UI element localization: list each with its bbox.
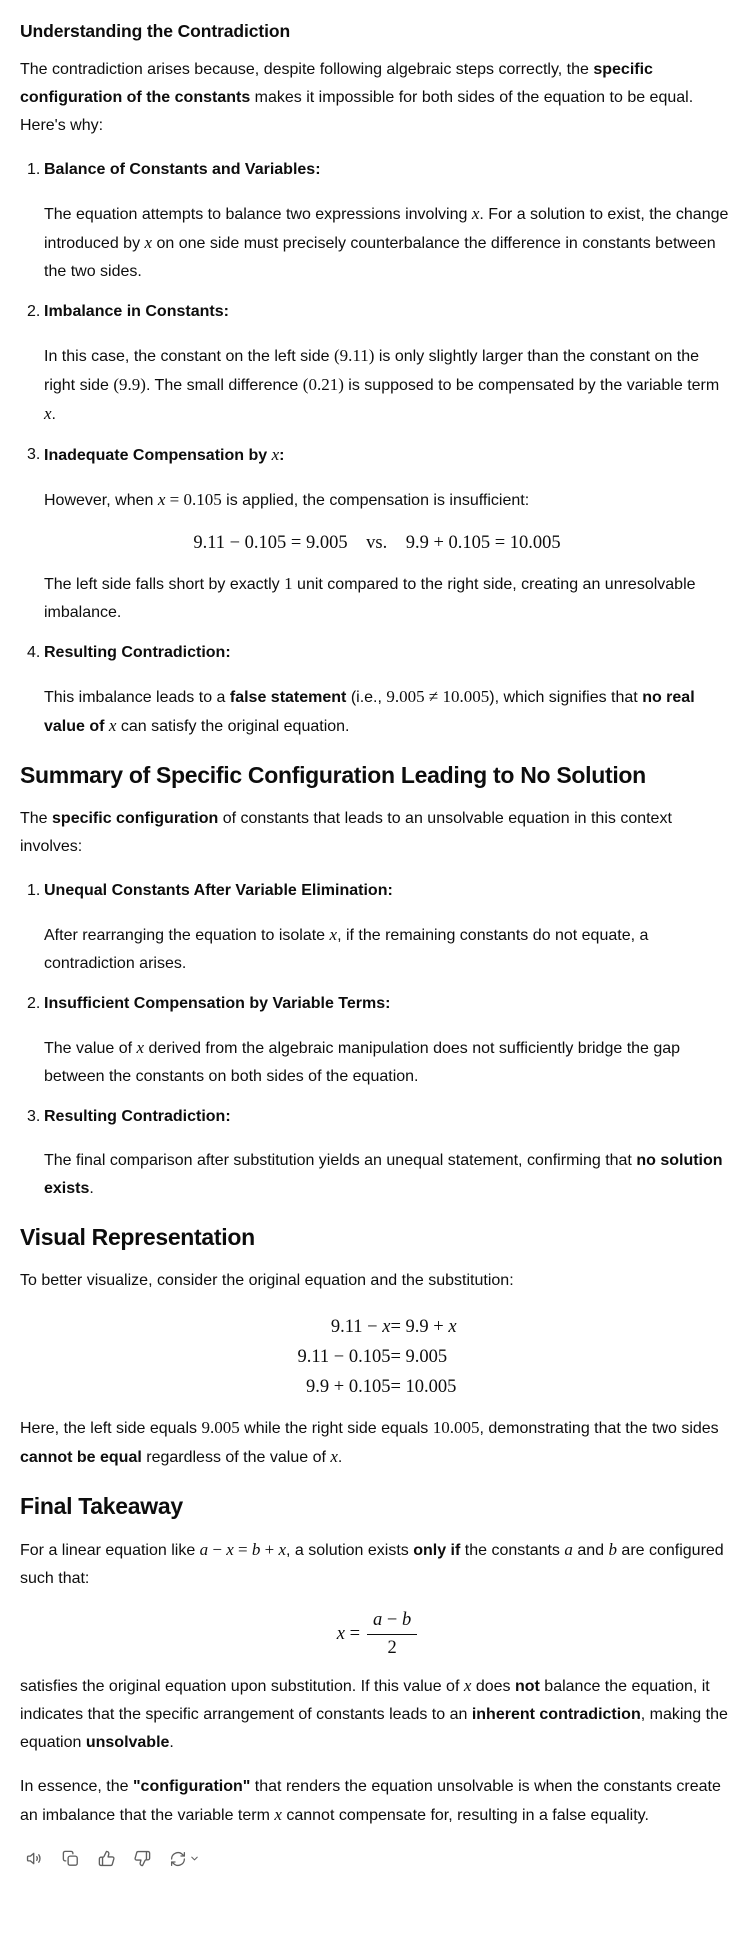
text: is only slightly larger than the constant on the right side bbox=[44, 348, 700, 394]
list-item bbox=[20, 1103, 734, 1203]
text: For a linear equation like bbox=[20, 1542, 200, 1559]
math-inline: 9.9 + 0.105 bbox=[306, 1377, 391, 1397]
read-aloud-button[interactable] bbox=[22, 1846, 47, 1871]
copy-icon bbox=[61, 1849, 80, 1868]
text: The left side falls short by exactly bbox=[44, 576, 285, 593]
aligned-equations bbox=[297, 1312, 456, 1402]
list-number: 2. bbox=[27, 303, 41, 320]
math-inline: = 9.005 bbox=[390, 1347, 448, 1367]
equation-fraction bbox=[20, 1609, 734, 1660]
text: regardless of the value of bbox=[141, 1449, 331, 1466]
text: cannot compensate for, resulting in a false equality. bbox=[281, 1806, 649, 1824]
math-inline: − bbox=[382, 1610, 402, 1630]
section-heading: Understanding the Contradiction bbox=[20, 21, 291, 41]
regenerate-icon bbox=[169, 1850, 187, 1868]
list-number: 4. bbox=[27, 644, 41, 661]
fraction-denominator bbox=[367, 1635, 417, 1659]
list-number: 3. bbox=[27, 446, 41, 463]
math-variable: x bbox=[448, 1317, 457, 1337]
list-item-title bbox=[44, 156, 734, 184]
thumbs-down-icon bbox=[133, 1849, 152, 1868]
math-variable: x bbox=[226, 1540, 234, 1559]
list-item-title bbox=[44, 877, 734, 905]
bold-text: only if bbox=[413, 1542, 461, 1559]
text: This imbalance leads to a bbox=[44, 689, 230, 706]
math-variable: x bbox=[157, 490, 166, 509]
paragraph bbox=[20, 1267, 734, 1295]
bold-text: false statement bbox=[229, 689, 347, 706]
ordered-list bbox=[20, 877, 734, 1203]
ordered-list bbox=[20, 156, 734, 741]
equation-display bbox=[20, 527, 734, 558]
bold-text: : bbox=[279, 447, 285, 464]
section-heading: Summary of Specific Configuration Leading to No Solution bbox=[20, 762, 646, 788]
text: , if the remaining constants do not equate, a contradiction arises. bbox=[44, 927, 649, 972]
list-item bbox=[20, 298, 734, 429]
math-variable: x bbox=[136, 1038, 145, 1057]
bold-text: inherent contradiction bbox=[471, 1705, 641, 1723]
bold-text: specific configuration of the constants bbox=[20, 61, 653, 106]
list-item bbox=[20, 990, 734, 1091]
text: . bbox=[169, 1733, 174, 1751]
section-heading: Visual Representation bbox=[20, 1224, 255, 1250]
list-item-paragraph bbox=[44, 486, 734, 515]
math-inline: 2 bbox=[387, 1638, 397, 1659]
text: can satisfy the original equation. bbox=[116, 718, 350, 735]
math-inline: = 9.9 + bbox=[390, 1317, 449, 1337]
text: . For a solution to exist, the change introduced by bbox=[44, 206, 729, 252]
bold-text: Imbalance in Constants: bbox=[44, 303, 229, 320]
math-variable: x bbox=[382, 1317, 391, 1337]
text: ), which signifies that bbox=[489, 689, 643, 706]
math-variable: x bbox=[274, 1804, 282, 1824]
text: . The small difference bbox=[145, 377, 303, 394]
text: satisfies the original equation upon substitution. If this value of bbox=[20, 1677, 464, 1695]
list-number: 3. bbox=[27, 1108, 41, 1125]
text: unit compared to the right side, creating an unresolvable imbalance. bbox=[44, 576, 696, 621]
math-variable: b bbox=[608, 1540, 617, 1559]
math-variable: x bbox=[330, 1447, 338, 1466]
list-item-paragraph bbox=[44, 1147, 734, 1203]
text: After rearranging the equation to isolate bbox=[44, 927, 330, 944]
text: In essence, the bbox=[20, 1777, 133, 1795]
text: does bbox=[471, 1677, 515, 1695]
text: while the right side equals bbox=[239, 1420, 433, 1437]
math-variable: x bbox=[463, 1675, 472, 1695]
bold-text: Unequal Constants After Variable Elimination: bbox=[44, 882, 393, 899]
math-inline: − bbox=[208, 1540, 227, 1559]
text: The final comparison after substitution yields an unequal statement, confirming that bbox=[44, 1152, 637, 1169]
bad-response-button[interactable] bbox=[130, 1846, 155, 1871]
text: , demonstrating that the two sides bbox=[479, 1420, 719, 1437]
section-heading: Final Takeaway bbox=[20, 1493, 183, 1519]
text: The equation attempts to balance two expressions involving bbox=[44, 206, 472, 223]
math-inline: 9.005 ≠ 10.005 bbox=[386, 687, 490, 706]
text: , a solution exists bbox=[286, 1542, 414, 1559]
bold-text: no real value of bbox=[44, 689, 695, 735]
math-variable: x bbox=[278, 1540, 287, 1559]
math-variable: x bbox=[329, 925, 338, 944]
math-variable: x bbox=[108, 716, 117, 735]
paragraph bbox=[20, 1536, 734, 1593]
math-inline: = 0.105 bbox=[165, 490, 222, 509]
good-response-button[interactable] bbox=[94, 1846, 119, 1871]
math-inline: = 10.005 bbox=[390, 1377, 457, 1397]
math-variable: a bbox=[564, 1540, 573, 1559]
message-action-bar bbox=[22, 1846, 734, 1872]
list-item-title bbox=[44, 298, 734, 326]
bold-text: Insufficient Compensation by Variable Terms: bbox=[44, 995, 391, 1012]
math-inline: (9.11) bbox=[333, 346, 375, 365]
copy-button[interactable] bbox=[58, 1846, 83, 1871]
math-inline: + bbox=[260, 1540, 279, 1559]
bold-text: Balance of Constants and Variables: bbox=[44, 161, 321, 178]
regenerate-button[interactable] bbox=[166, 1847, 203, 1871]
bold-text: not bbox=[514, 1677, 540, 1695]
list-item-paragraph bbox=[44, 570, 734, 627]
text: the constants bbox=[460, 1542, 565, 1559]
math-variable: a bbox=[373, 1610, 383, 1630]
math-inline: 1 bbox=[284, 574, 293, 593]
bold-text: cannot be equal bbox=[20, 1449, 142, 1466]
math-variable: x bbox=[144, 233, 153, 252]
text: , making the equation bbox=[20, 1705, 728, 1751]
math-variable: a bbox=[199, 1540, 209, 1559]
equation-rhs bbox=[390, 1312, 456, 1342]
equation-lhs bbox=[297, 1312, 390, 1342]
bold-text: Inadequate Compensation by bbox=[44, 447, 272, 464]
text: of constants that leads to an unsolvable equation in this context involves: bbox=[20, 810, 672, 855]
bold-text: Resulting Contradiction: bbox=[44, 1108, 231, 1125]
text: . bbox=[89, 1180, 94, 1197]
paragraph bbox=[20, 1672, 734, 1757]
message-blocks bbox=[20, 18, 734, 1830]
text: . bbox=[337, 1449, 343, 1466]
list-item-paragraph bbox=[44, 1034, 734, 1091]
math-inline: = bbox=[233, 1540, 252, 1559]
text: To better visualize, consider the original equation and the substitution: bbox=[20, 1272, 514, 1289]
paragraph bbox=[20, 56, 734, 140]
math-variable: b bbox=[401, 1610, 412, 1630]
math-inline: = bbox=[344, 1624, 361, 1645]
paragraph bbox=[20, 1773, 734, 1830]
math-variable: x bbox=[336, 1624, 345, 1645]
fraction-prefix bbox=[337, 1623, 360, 1645]
text: The bbox=[20, 810, 53, 827]
math-inline: 9.11 − bbox=[330, 1317, 383, 1337]
fraction-numerator bbox=[367, 1609, 417, 1635]
text: on one side must precisely counterbalance the difference in constants between the two sides. bbox=[44, 235, 716, 280]
bold-text: Resulting Contradiction: bbox=[44, 644, 231, 661]
list-item bbox=[20, 877, 734, 978]
list-item-title bbox=[44, 1103, 734, 1131]
text: and bbox=[572, 1542, 609, 1559]
fraction bbox=[367, 1609, 417, 1660]
speaker-icon bbox=[25, 1849, 44, 1868]
list-item-paragraph bbox=[44, 342, 734, 429]
equation-lhs bbox=[297, 1372, 390, 1402]
math-inline: 9.11 − 0.105 bbox=[297, 1347, 391, 1367]
paragraph bbox=[20, 1414, 734, 1472]
list-number: 1. bbox=[27, 882, 41, 899]
text: In this case, the constant on the left side bbox=[44, 348, 334, 365]
list-item-title bbox=[44, 639, 734, 667]
text: is applied, the compensation is insufficient: bbox=[221, 492, 530, 509]
text: The contradiction arises because, despite following algebraic steps correctly, the bbox=[20, 61, 594, 78]
equation-lhs bbox=[297, 1342, 390, 1372]
list-item-paragraph bbox=[44, 200, 734, 286]
equation-rhs bbox=[390, 1342, 456, 1372]
list-item-paragraph bbox=[44, 921, 734, 978]
list-item-title bbox=[44, 441, 734, 470]
text: The value of bbox=[44, 1040, 137, 1057]
math-inline: 10.005 bbox=[432, 1418, 480, 1437]
math-variable: x bbox=[471, 204, 480, 223]
text: balance the equation, it indicates that the specific arrangement of constants leads to an bbox=[20, 1677, 710, 1723]
list-number: 2. bbox=[27, 995, 41, 1012]
list-item bbox=[20, 156, 734, 286]
text: Here, the left side equals bbox=[20, 1420, 202, 1437]
text: . bbox=[51, 406, 56, 423]
bold-text: no solution exists bbox=[44, 1152, 723, 1197]
text: is supposed to be compensated by the variable term bbox=[343, 377, 720, 394]
text: However, when bbox=[44, 492, 158, 509]
chevron-down-icon bbox=[189, 1853, 200, 1864]
text: are configured such that: bbox=[20, 1542, 724, 1587]
math-inline: (0.21) bbox=[302, 375, 344, 394]
bold-text: specific configuration bbox=[52, 810, 219, 827]
math-variable: b bbox=[251, 1540, 261, 1559]
list-item-paragraph bbox=[44, 683, 734, 741]
text: makes it impossible for both sides of the equation to be equal. Here's why: bbox=[20, 89, 694, 134]
paragraph bbox=[20, 805, 734, 861]
equation-align-block bbox=[20, 1311, 734, 1402]
text: that renders the equation unsolvable is when the constants create an imbalance that the variable term bbox=[20, 1777, 721, 1824]
list-item-title bbox=[44, 990, 734, 1018]
text: (i.e., bbox=[346, 689, 387, 706]
math-inline: (9.9) bbox=[113, 375, 146, 394]
text: derived from the algebraic manipulation does not sufficiently bridge the gap between the constants on both sides of the equation. bbox=[44, 1040, 681, 1085]
math-variable: x bbox=[271, 445, 280, 464]
thumbs-up-icon bbox=[97, 1849, 116, 1868]
math-inline: 9.11 − 0.105 = 9.005 vs. 9.9 + 0.105 = 10.005 bbox=[193, 533, 561, 553]
bold-text: unsolvable bbox=[85, 1733, 170, 1751]
equation-rhs bbox=[390, 1372, 456, 1402]
math-inline: 9.005 bbox=[201, 1418, 240, 1437]
math-variable: x bbox=[44, 404, 52, 423]
list-item bbox=[20, 441, 734, 627]
bold-text: "configuration" bbox=[132, 1777, 251, 1795]
list-item bbox=[20, 639, 734, 741]
list-number: 1. bbox=[27, 161, 41, 178]
